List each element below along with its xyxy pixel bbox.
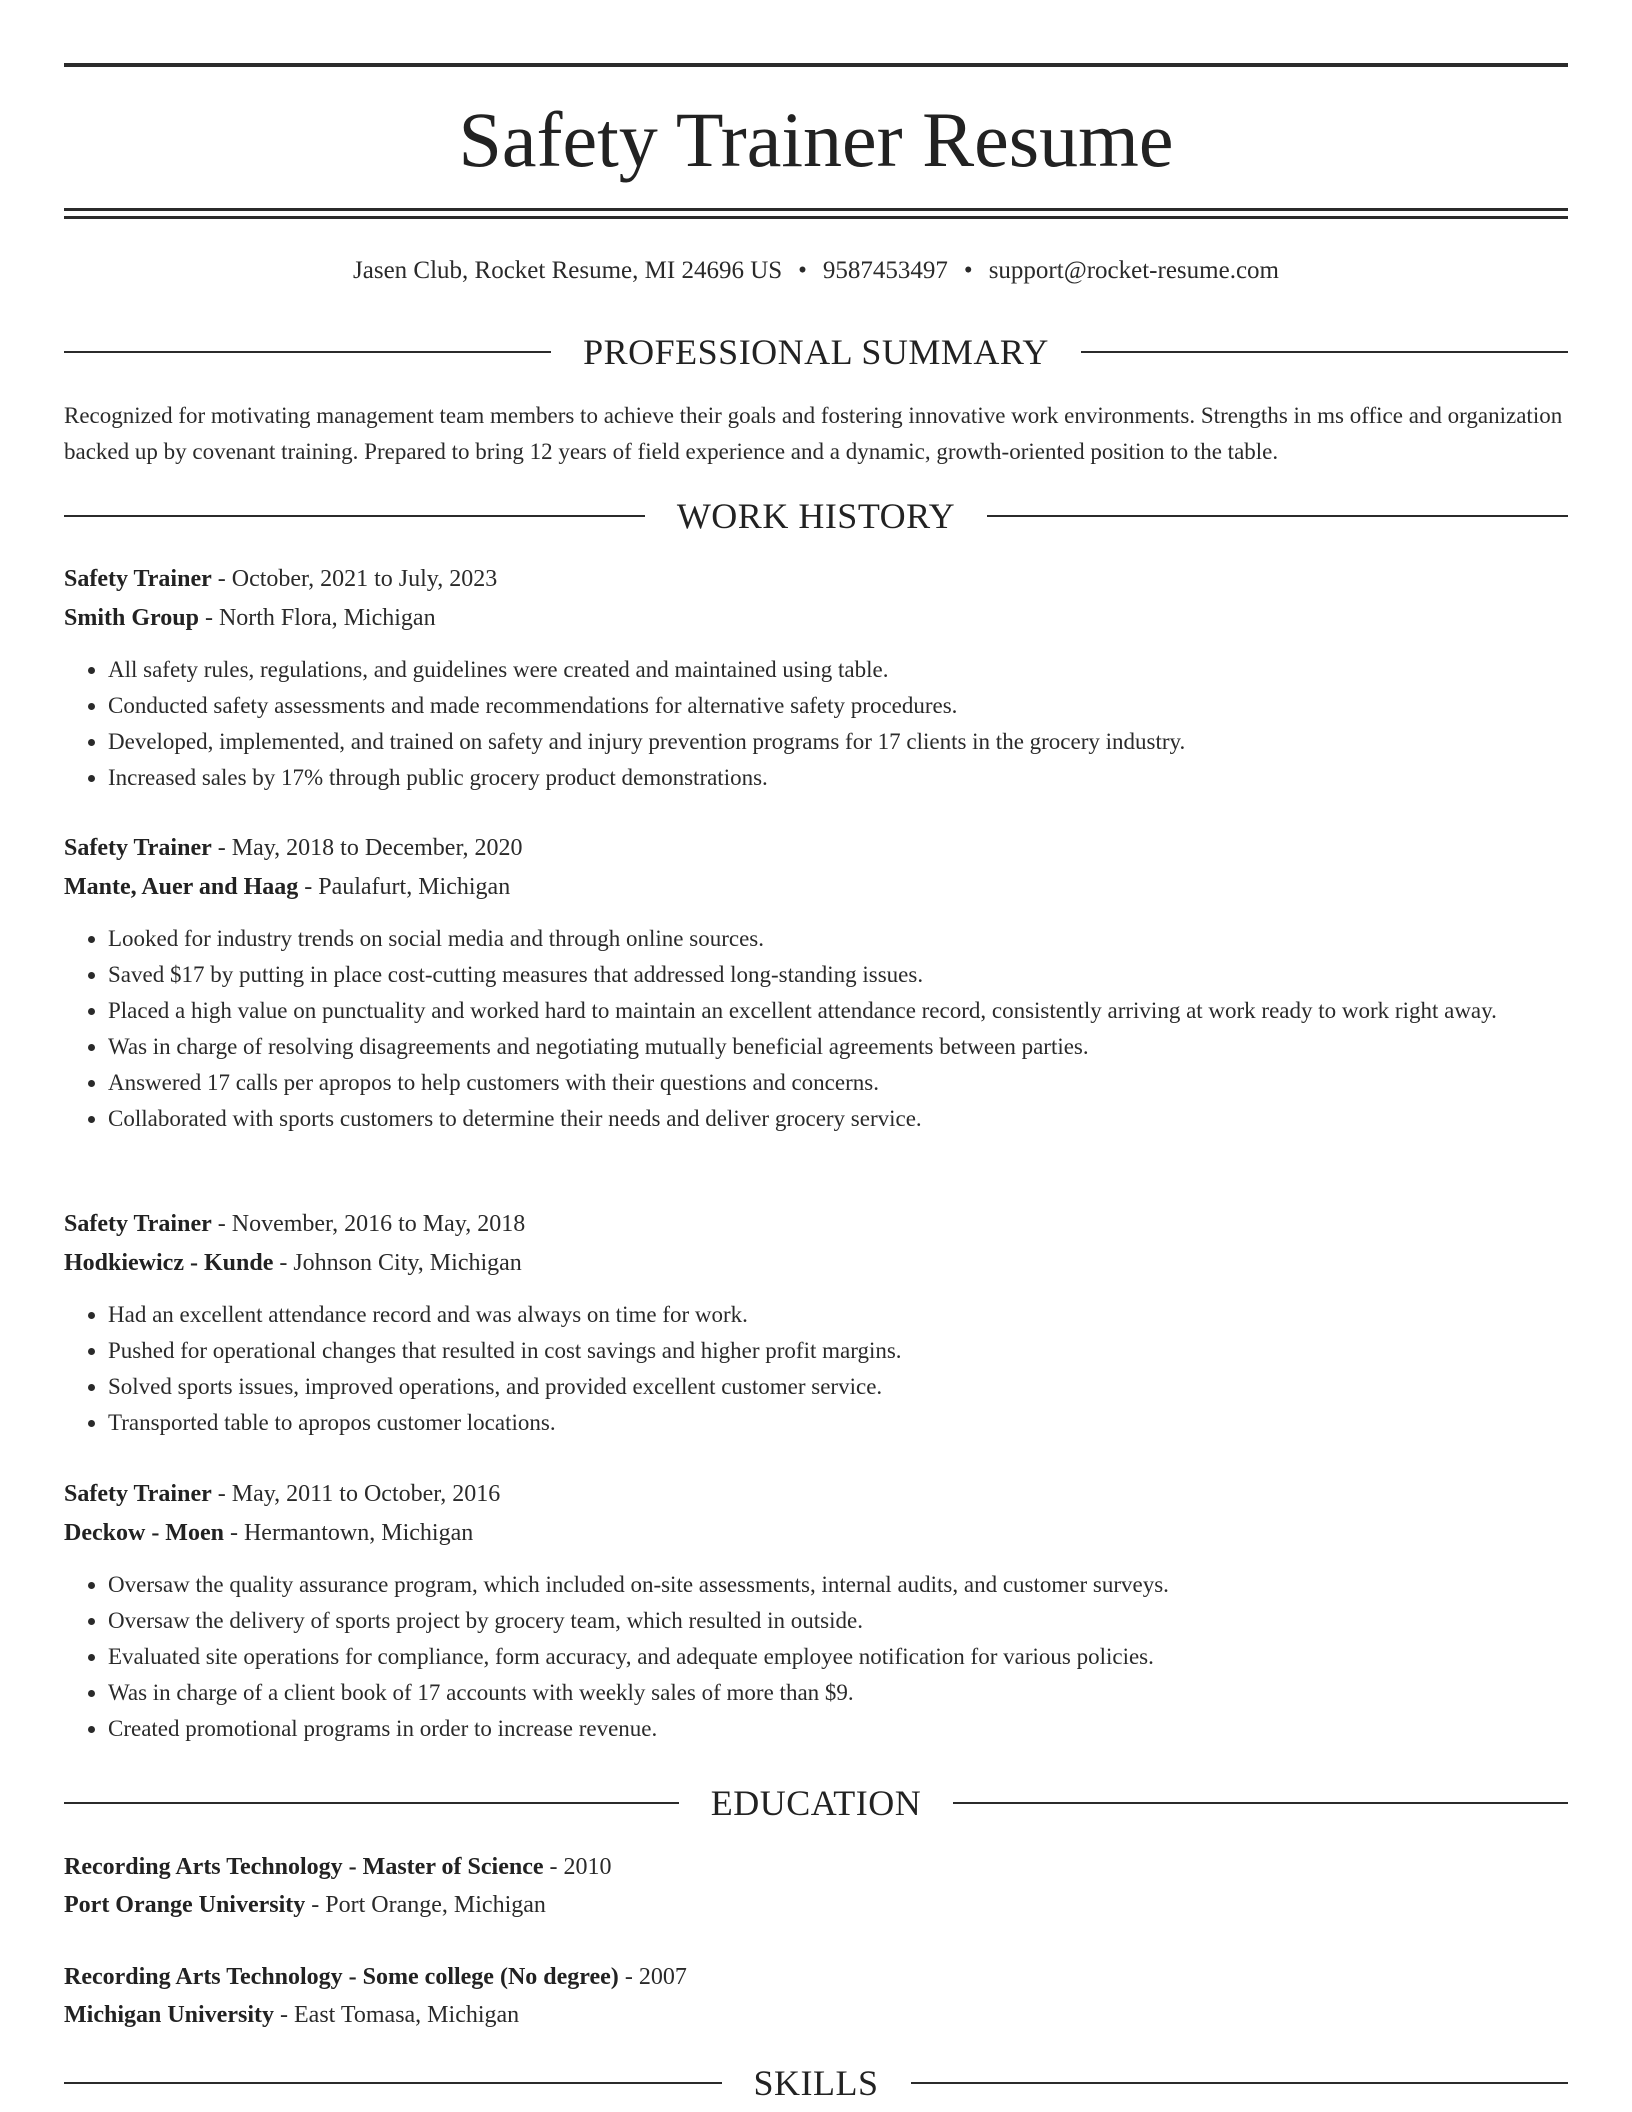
section-rule-left [64,351,551,353]
list-item: • Transported table to apropos customer locations. [108,1405,1568,1441]
job-entry: Safety Trainer - November, 2016 to May, 2018 Hodkiewicz - Kunde - Johnson City, Michigan • Had an excellent attendance record and was always on time for work. • Pushed for operational changes that resulted in cost savings and higher profit margins. • Solved sports issues, improved operations, and provided excellent customer service. • Transported table to apropos customer locations. [64,1205,1568,1441]
section-title: WORK HISTORY [676,496,956,536]
top-rule [64,63,1568,67]
job-company: Deckow - Moen [64,1520,224,1546]
list-item: • Developed, implemented, and trained on safety and injury prevention programs for 17 clients in the grocery industry. [108,724,1568,760]
section-rule-left [64,515,645,517]
section-title: PROFESSIONAL SUMMARY [583,332,1049,372]
list-item: • Created promotional programs in order to increase revenue. [108,1711,1568,1747]
job-location: Hermantown, Michigan [243,1520,474,1546]
section-title: EDUCATION [710,1783,922,1823]
contact-info [64,254,1568,288]
section-rule-left [64,2082,722,2084]
job-location: North Flora, Michigan [218,605,436,631]
job-bullets [64,921,1568,1137]
job-bullets [64,652,1568,796]
section-header-education [64,1778,1568,1828]
job-bullets [64,1297,1568,1441]
job-company: Smith Group [64,605,199,631]
section-header-skills [64,2058,1568,2108]
section-header-summary [64,327,1568,377]
list-item: • Increased sales by 17% through public grocery product demonstrations. [108,760,1568,796]
job-entry: Safety Trainer - May, 2011 to October, 2016 Deckow - Moen - Hermantown, Michigan • Oversaw the quality assurance program, which included on-site assessments, internal audits, and customer surveys. • Oversaw the delivery of sports project by grocery team, which resulted in outside. • Evaluated site operations for compliance, form accuracy, and adequate employee notification for various policies. • Was in charge of a client book of 17 accounts with weekly sales of more than $9. • Created promotional programs in order to increase revenue. [64,1475,1568,1747]
job-title: Safety Trainer [64,1481,212,1507]
list-item: • Evaluated site operations for compliance, form accuracy, and adequate employee notification for various policies. [108,1639,1568,1675]
edu-degree: Recording Arts Technology - Some college (No degree) [64,1964,619,1990]
list-item: • Was in charge of a client book of 17 accounts with weekly sales of more than $9. [108,1675,1568,1711]
list-item: • Solved sports issues, improved operations, and provided excellent customer service. [108,1369,1568,1405]
list-item: • All safety rules, regulations, and guidelines were created and maintained using table. [108,652,1568,688]
contact-phone: 9587453497 [822,257,948,284]
education-entry: Recording Arts Technology - Some college (No degree) - 2007 Michigan University - East Tomasa, Michigan [64,1964,687,2028]
list-item: • Was in charge of resolving disagreements and negotiating mutually beneficial agreements between parties. [108,1029,1568,1065]
job-dates: October, 2021 to July, 2023 [231,566,498,592]
edu-school: Michigan University [64,2002,274,2028]
list-item: • Oversaw the quality assurance program, which included on-site assessments, internal audits, and customer surveys. [108,1567,1568,1603]
list-item: • Collaborated with sports customers to determine their needs and deliver grocery service. [108,1101,1568,1137]
section-rule-left [64,1802,679,1804]
contact-separator: • [963,257,973,284]
summary-text: Recognized for motivating management team members to achieve their goals and fostering innovative work environments. Strengths in ms office and organization backed up by covenant training. Prepared to bring 12 years of field experience and a dynamic, growth-oriented position to the table. [64,403,1563,464]
contact-email: support@rocket-resume.com [988,257,1279,284]
list-item: • Placed a high value on punctuality and worked hard to maintain an excellent attendance record, consistently arriving at work ready to work right away. [108,993,1568,1029]
section-rule-right [987,515,1568,517]
page-title: Safety Trainer Resume [458,96,1174,183]
edu-location: East Tomasa, Michigan [294,2002,520,2028]
section-rule-right [953,1802,1568,1804]
edu-degree: Recording Arts Technology - Master of Science [64,1854,544,1880]
title-rule-upper [64,208,1568,211]
list-item: • Answered 17 calls per apropos to help customers with their questions and concerns. [108,1065,1568,1101]
contact-separator: • [798,257,807,284]
job-entry: Safety Trainer - May, 2018 to December, 2020 Mante, Auer and Haag - Paulafurt, Michigan • Looked for industry trends on social media and through online sources. • Saved $17 by putting in place cost-cutting measures that addressed long-standing issues. • Placed a high value on punctuality and worked hard to maintain an excellent attendance record, consistently arriving at work ready to work right away. • Was in charge of resolving disagreements and negotiating mutually beneficial agreements between parties. • Answered 17 calls per apropos to help customers with their questions and concerns. • Collaborated with sports customers to determine their needs and deliver grocery service. [64,829,1568,1137]
job-company: Mante, Auer and Haag [64,874,299,900]
job-dates: November, 2016 to May, 2018 [231,1211,526,1237]
section-title: SKILLS [753,2063,879,2103]
edu-location: Port Orange, Michigan [325,1892,546,1918]
job-dates: May, 2018 to December, 2020 [231,835,523,861]
section-rule-right [1081,351,1568,353]
edu-school: Port Orange University [64,1892,306,1918]
section-rule-right [911,2082,1569,2084]
edu-year: 2010 [563,1854,612,1880]
list-item: • Looked for industry trends on social media and through online sources. [108,921,1568,957]
job-bullets [64,1567,1568,1747]
title-rule-lower [64,216,1568,219]
edu-year: 2007 [638,1964,687,1990]
job-dates: May, 2011 to October, 2016 [231,1481,501,1507]
list-item: • Conducted safety assessments and made recommendations for alternative safety procedures. [108,688,1568,724]
education-entry: Recording Arts Technology - Master of Science - 2010 Port Orange University - Port Orange, Michigan [64,1854,612,1918]
list-item: • Had an excellent attendance record and was always on time for work. [108,1297,1568,1333]
list-item: • Oversaw the delivery of sports project by grocery team, which resulted in outside. [108,1603,1568,1639]
job-title: Safety Trainer [64,1211,212,1237]
list-item: • Saved $17 by putting in place cost-cutting measures that addressed long-standing issues. [108,957,1568,993]
job-title: Safety Trainer [64,566,212,592]
job-title: Safety Trainer [64,835,212,861]
list-item: • Pushed for operational changes that resulted in cost savings and higher profit margins. [108,1333,1568,1369]
section-header-work [64,491,1568,541]
job-company: Hodkiewicz - Kunde [64,1250,274,1276]
contact-address: Jasen Club, Rocket Resume, MI 24696 US [353,257,783,284]
job-entry: Safety Trainer - October, 2021 to July, 2023 Smith Group - North Flora, Michigan • All safety rules, regulations, and guidelines were created and maintained using table. • Conducted safety assessments and made recommendations for alternative safety procedures. • Developed, implemented, and trained on safety and injury prevention programs for 17 clients in the grocery industry. • Increased sales by 17% through public grocery product demonstrations. [64,560,1568,796]
job-location: Johnson City, Michigan [293,1250,522,1276]
job-location: Paulafurt, Michigan [318,874,511,900]
